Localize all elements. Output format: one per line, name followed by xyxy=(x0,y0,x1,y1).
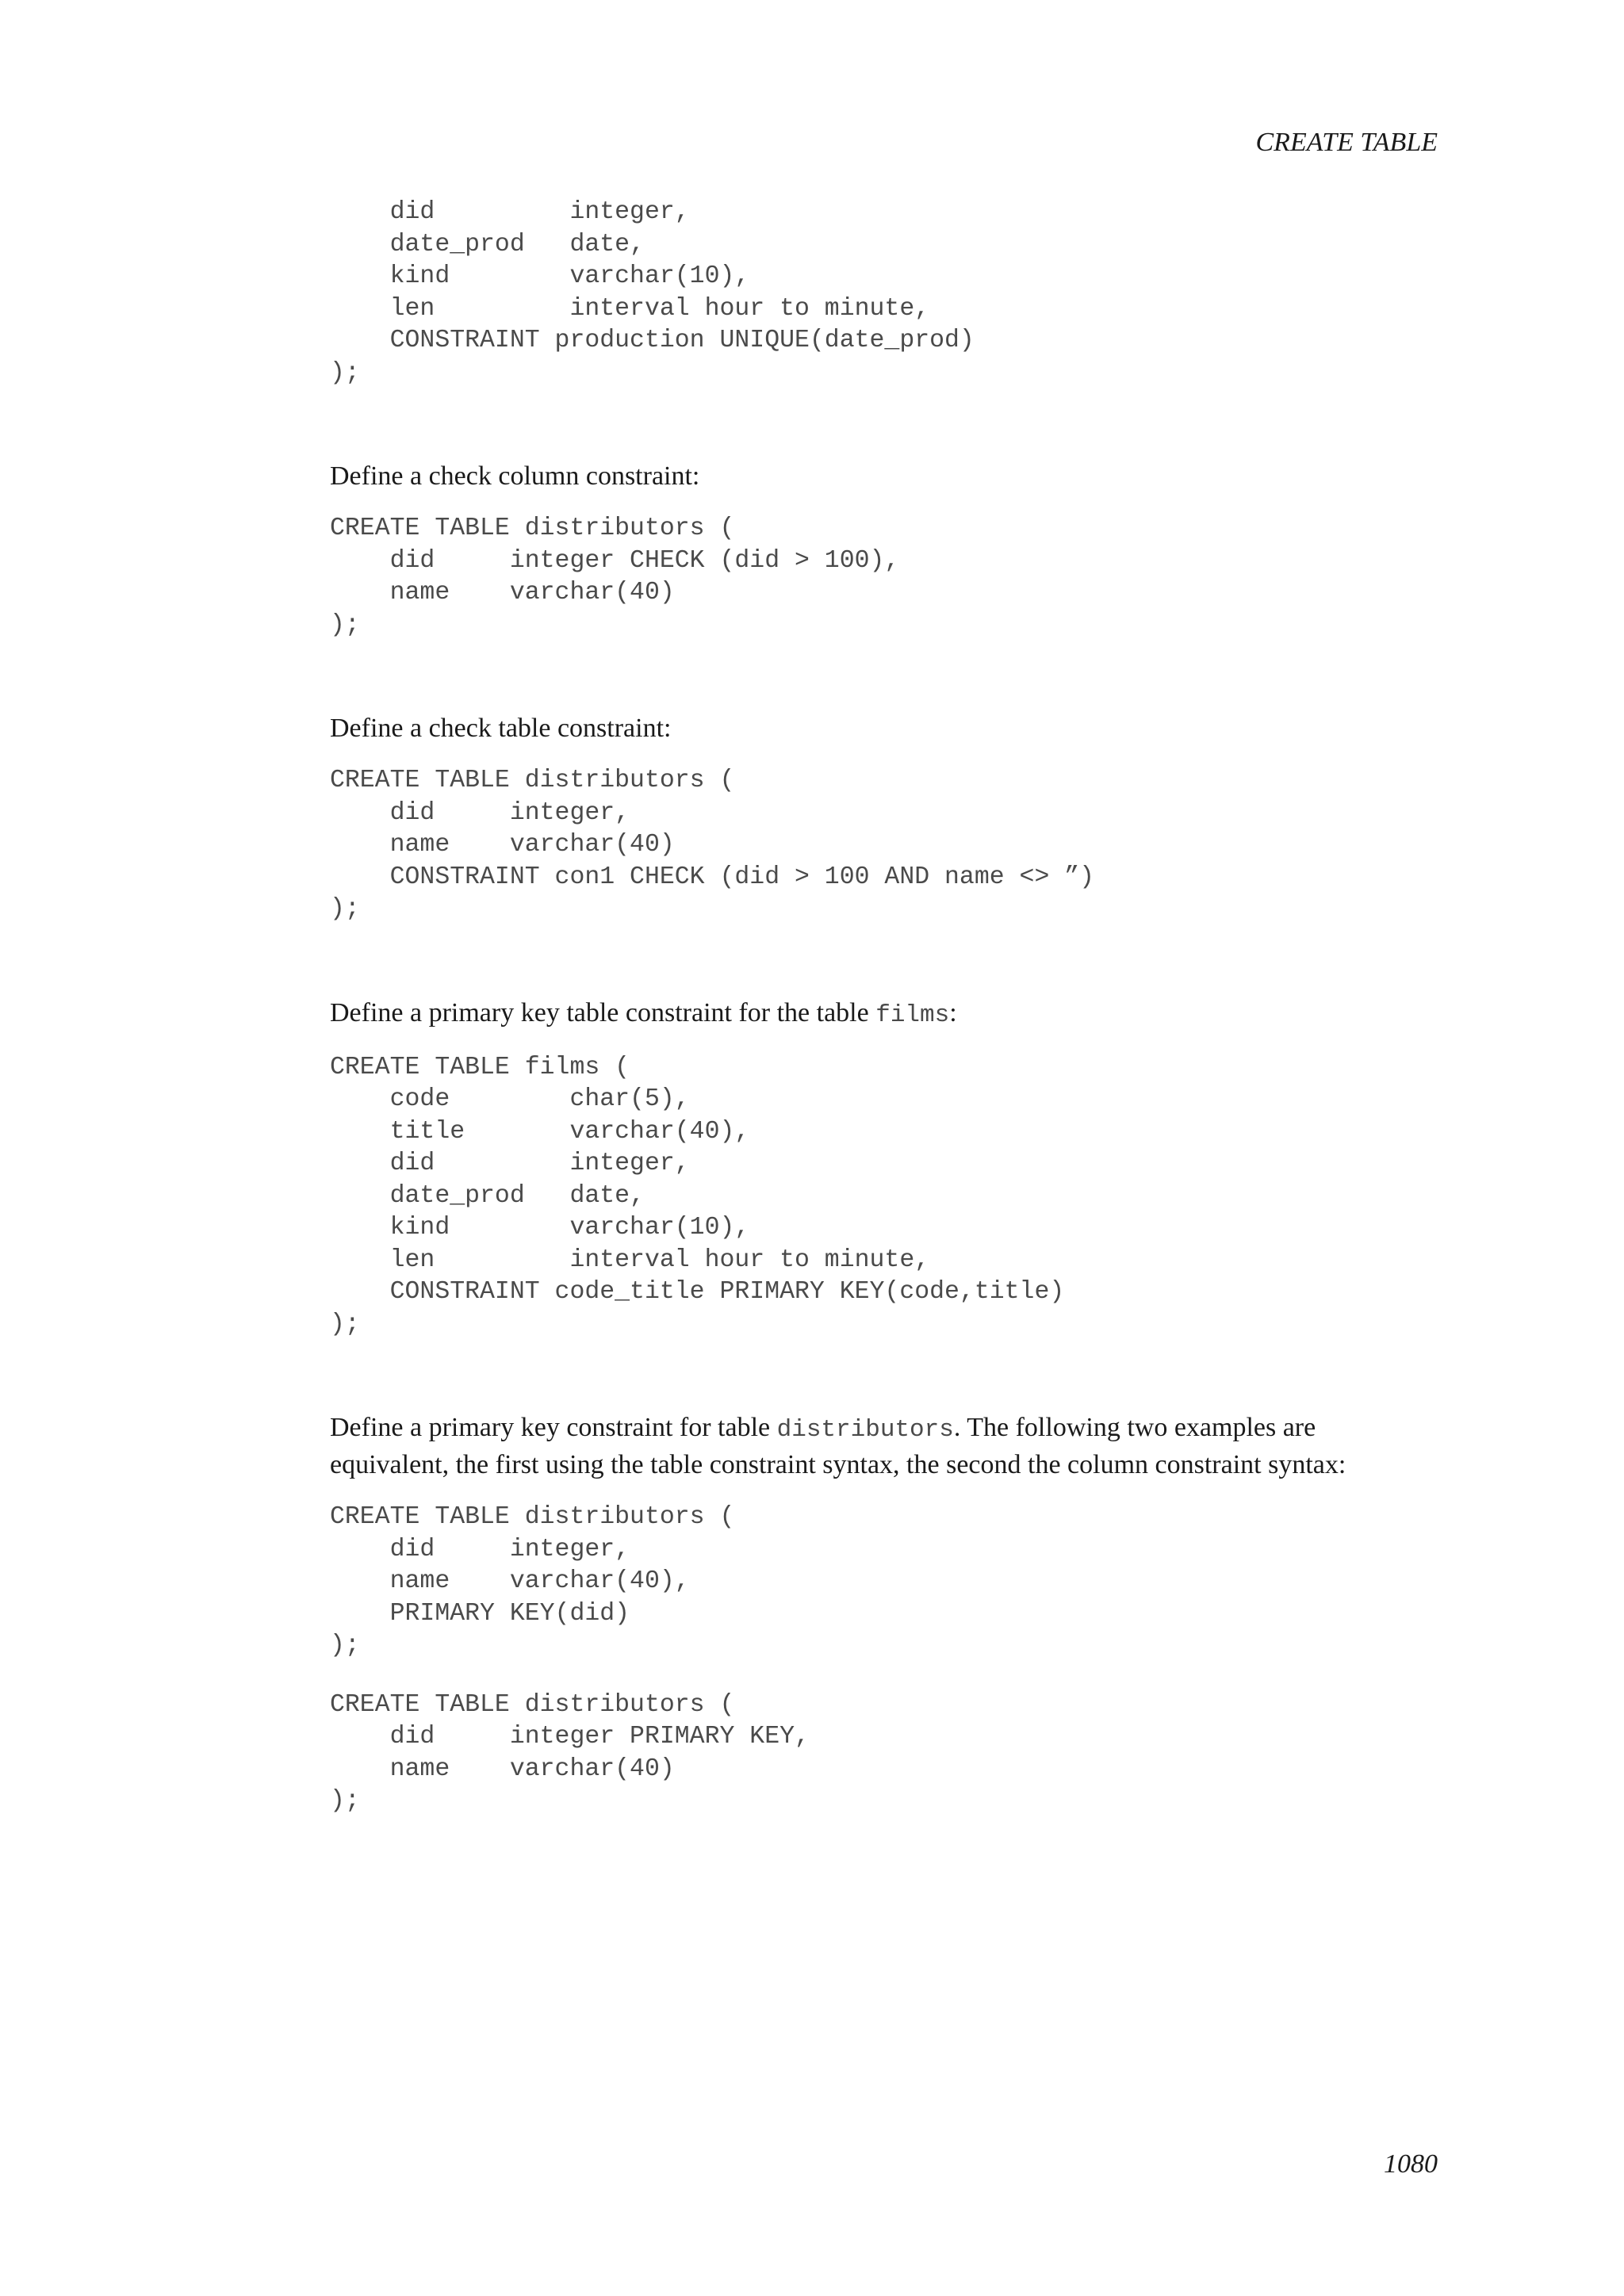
paragraph-text: . The following two examples are equivalent, the first using the table constraint syntax, the second the column constraint syntax: xyxy=(330,1413,1346,1479)
paragraph-check-column: Define a check column constraint: xyxy=(330,461,700,491)
running-header: CREATE TABLE xyxy=(1255,128,1438,157)
paragraph-text: Define a primary key constraint for table xyxy=(330,1413,777,1442)
paragraph-text: : xyxy=(949,997,957,1027)
paragraph-check-table: Define a check table constraint: xyxy=(330,714,672,743)
paragraph-primary-key-films xyxy=(330,996,1440,1033)
code-block-table-constraint-syntax: CREATE TABLE distributors ( did integer, name varchar(40), PRIMARY KEY(did) ); xyxy=(330,1503,735,1659)
page-number: 1080 xyxy=(1384,2149,1438,2179)
code-block-column-constraint-syntax: CREATE TABLE distributors ( did integer PRIMARY KEY, name varchar(40) ); xyxy=(330,1690,810,1815)
page-content xyxy=(330,197,1440,1818)
code-block-films-continuation: did integer, date_prod date, kind varchar(10), len interval hour to minute, CONSTRAINT production UNIQUE(date_prod) ); xyxy=(330,198,975,387)
code-block-check-table: CREATE TABLE distributors ( did integer, name varchar(40) CONSTRAINT con1 CHECK (did > 100 AND name <> ”) ); xyxy=(330,767,1095,923)
paragraph-primary-key-distributors xyxy=(330,1410,1440,1483)
paragraph-text: Define a primary key table constraint for the table xyxy=(330,997,876,1027)
inline-code-distributors: distributors xyxy=(776,1416,954,1444)
code-block-check-column: CREATE TABLE distributors ( did integer CHECK (did > 100), name varchar(40) ); xyxy=(330,515,900,639)
inline-code-films: films xyxy=(875,1001,950,1029)
code-block-primary-key-films: CREATE TABLE films ( code char(5), title varchar(40), did integer, date_prod date, kind varchar(10), len interval hour to minute, CONSTRAINT code_title PRIMARY KEY(code,title) ); xyxy=(330,1053,1065,1338)
